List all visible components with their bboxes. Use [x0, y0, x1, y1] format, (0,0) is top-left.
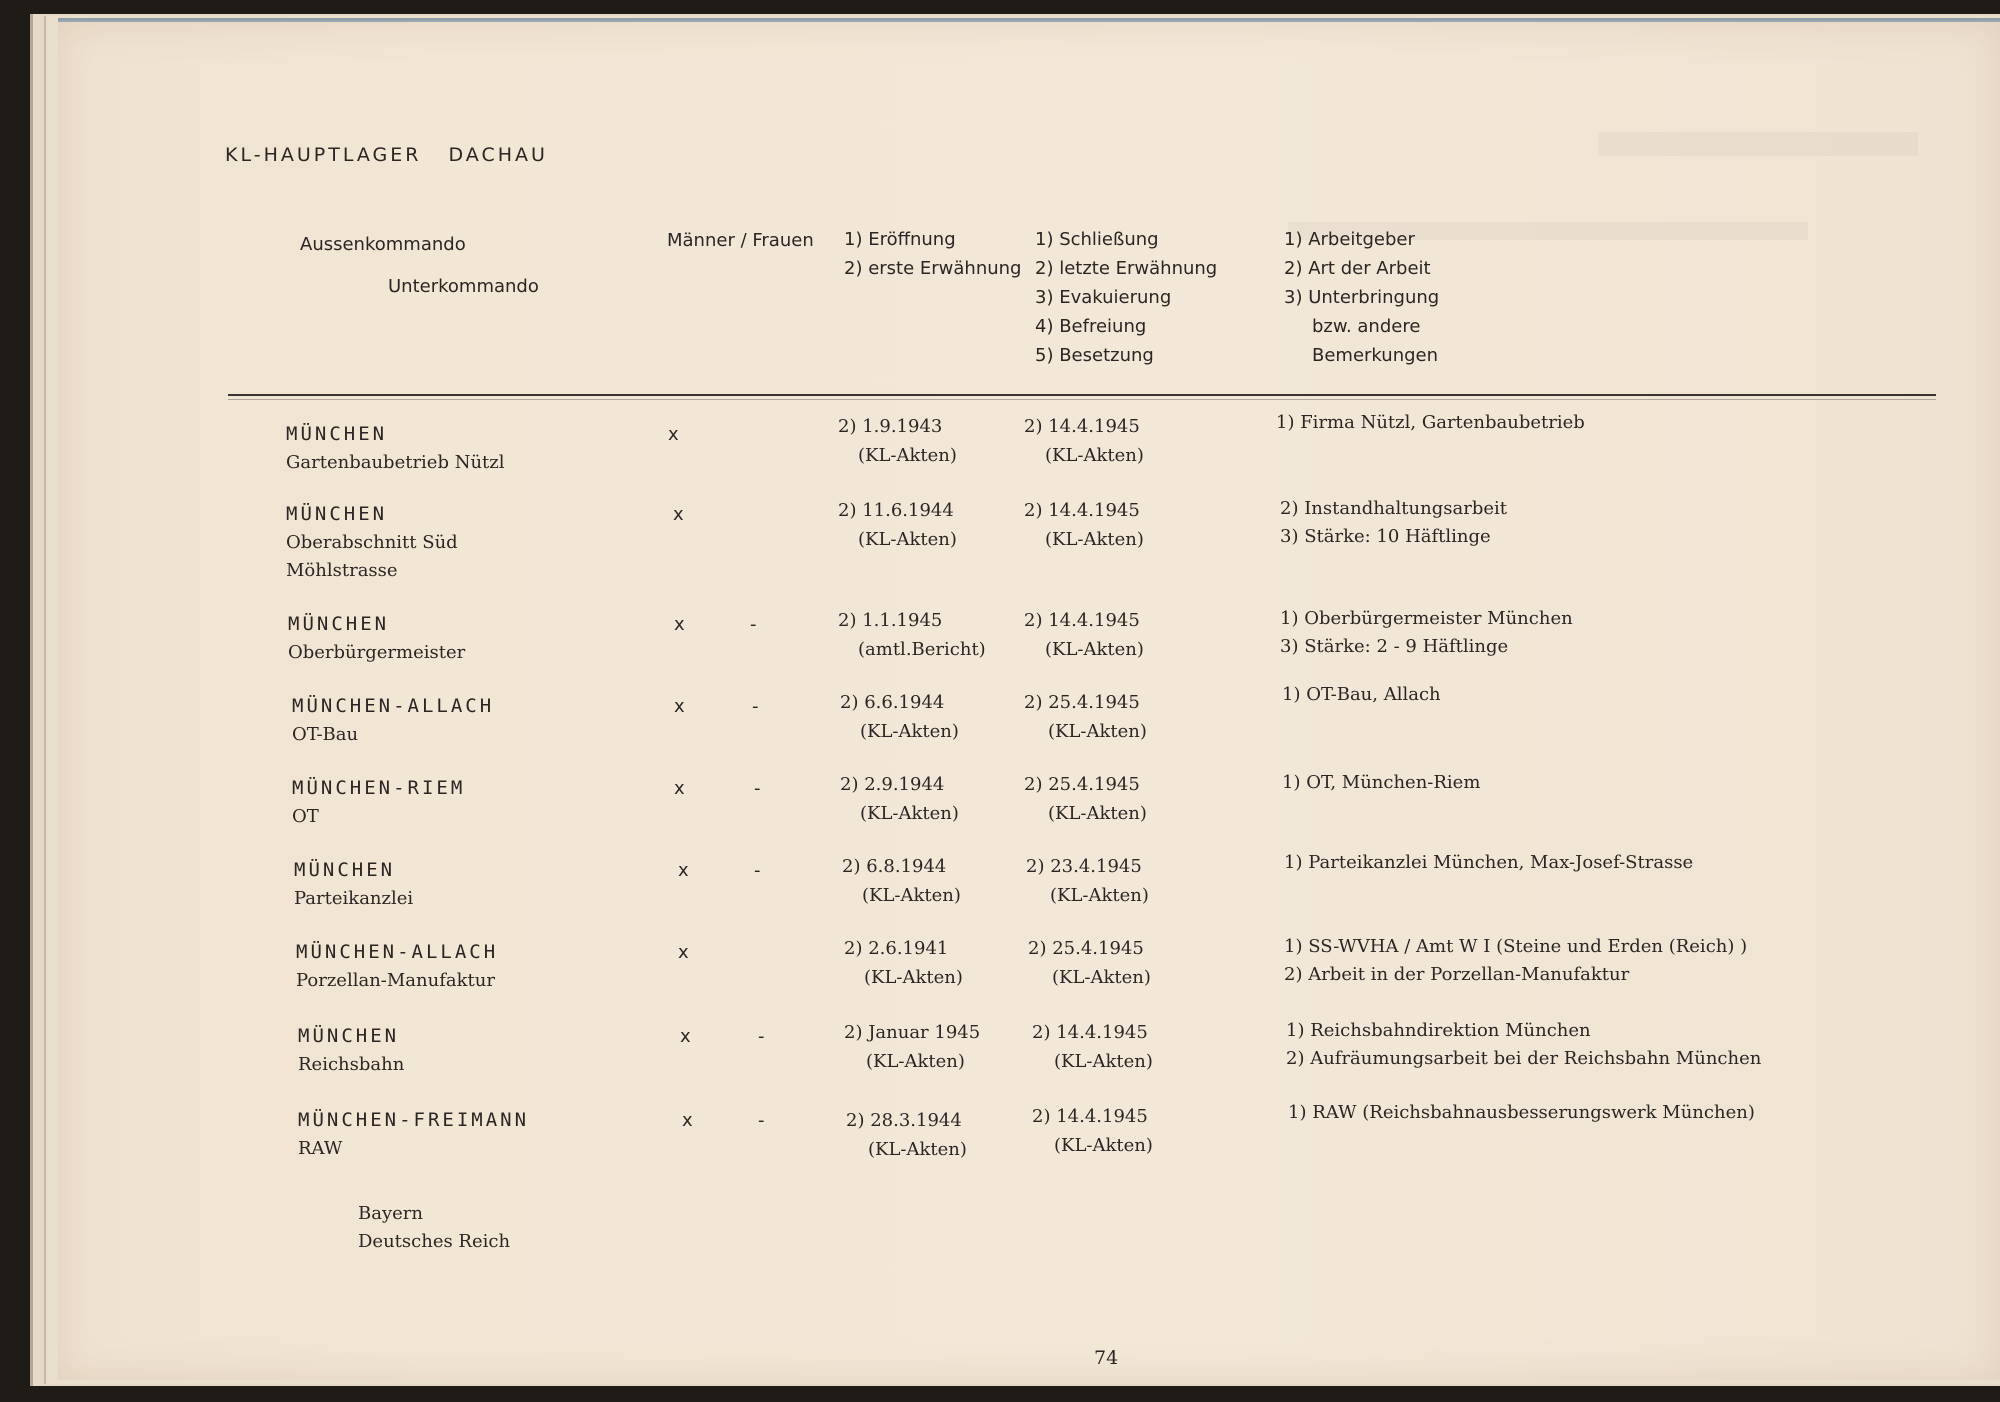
row-unit: Porzellan-Manufaktur	[296, 970, 495, 991]
row-men: x	[682, 1110, 693, 1131]
header-opening	[844, 225, 1022, 283]
row-women: -	[752, 696, 759, 717]
row-unit: Oberbürgermeister	[288, 642, 466, 663]
row-location: MÜNCHEN	[288, 613, 390, 635]
row-unit: RAW	[298, 1138, 343, 1159]
row-location: MÜNCHEN-ALLACH	[292, 695, 495, 717]
row-remark: 1) Reichsbahndirektion München	[1286, 1020, 1591, 1041]
row-opened: 2) 11.6.1944	[838, 500, 954, 521]
row-closed: 2) 14.4.1945	[1032, 1106, 1148, 1127]
row-opened: 2) 6.8.1944	[842, 856, 947, 877]
row-opened-source: (KL-Akten)	[860, 721, 959, 742]
header-opening-line: 1) Eröffnung	[844, 229, 956, 250]
row-men: x	[674, 778, 685, 799]
page-number: 74	[1094, 1347, 1119, 1369]
header-unterkommando: Unterkommando	[388, 276, 539, 297]
row-opened: 2) 6.6.1944	[840, 692, 945, 713]
table-row	[58, 610, 2000, 690]
footer-line: Deutsches Reich	[358, 1231, 511, 1252]
row-men: x	[674, 614, 685, 635]
row-closed: 2) 14.4.1945	[1032, 1022, 1148, 1043]
header-rule	[228, 394, 1936, 396]
table-row	[58, 500, 2000, 580]
header-rule-shadow	[228, 399, 1936, 400]
row-closed: 2) 14.4.1945	[1024, 416, 1140, 437]
row-closed-source: (KL-Akten)	[1052, 967, 1151, 988]
row-men: x	[673, 504, 684, 525]
row-opened-source: (KL-Akten)	[862, 885, 961, 906]
row-opened-source: (KL-Akten)	[860, 803, 959, 824]
row-men: x	[678, 860, 689, 881]
header-closing	[1035, 225, 1217, 370]
row-closed-source: (KL-Akten)	[1045, 639, 1144, 660]
table-row	[58, 774, 2000, 854]
table-row	[58, 684, 2000, 772]
table-row	[58, 1102, 2000, 1186]
row-closed-source: (KL-Akten)	[1048, 803, 1147, 824]
row-closed: 2) 25.4.1945	[1024, 692, 1140, 713]
header-remarks-line: 1) Arbeitgeber	[1284, 229, 1415, 250]
row-remark: 3) Stärke: 10 Häftlinge	[1280, 526, 1491, 547]
row-closed-source: (KL-Akten)	[1050, 885, 1149, 906]
row-opened: 2) 2.6.1941	[844, 938, 949, 959]
row-closed: 2) 25.4.1945	[1024, 774, 1140, 795]
row-men: x	[674, 696, 685, 717]
page-title	[225, 144, 548, 166]
row-remark: 1) Oberbürgermeister München	[1280, 608, 1573, 629]
row-remark: 1) OT-Bau, Allach	[1282, 684, 1441, 705]
row-remark: 1) Firma Nützl, Gartenbaubetrieb	[1276, 412, 1585, 433]
row-closed: 2) 14.4.1945	[1024, 610, 1140, 631]
header-gender: Männer / Frauen	[667, 230, 814, 251]
row-opened-source: (KL-Akten)	[866, 1051, 965, 1072]
row-remark: 3) Stärke: 2 - 9 Häftlinge	[1280, 636, 1509, 657]
row-opened: 2) 28.3.1944	[846, 1110, 962, 1131]
header-opening-line: 2) erste Erwähnung	[844, 258, 1022, 279]
row-remark: 1) SS-WVHA / Amt W I (Steine und Erden (Reich) )	[1284, 936, 1748, 957]
table-row	[58, 412, 2000, 500]
row-remark: 2) Arbeit in der Porzellan-Manufaktur	[1284, 964, 1630, 985]
header-remarks-line: 3) Unterbringung	[1284, 287, 1440, 308]
row-opened-source: (amtl.Bericht)	[858, 639, 986, 660]
row-location: MÜNCHEN-ALLACH	[296, 941, 499, 963]
row-opened: 2) 1.9.1943	[838, 416, 943, 437]
row-remark: 1) Parteikanzlei München, Max-Josef-Strasse	[1284, 852, 1694, 873]
book-page	[58, 22, 2000, 1380]
row-unit: Oberabschnitt Süd	[286, 532, 458, 553]
row-location: MÜNCHEN	[298, 1025, 400, 1047]
header-closing-line: 1) Schließung	[1035, 229, 1159, 250]
title-sub: DACHAU	[448, 144, 548, 166]
header-remarks-line: Bemerkungen	[1312, 345, 1439, 366]
row-remark: 1) RAW (Reichsbahnausbesserungswerk München)	[1288, 1102, 1755, 1123]
row-men: x	[680, 1026, 691, 1047]
row-remark: 2) Instandhaltungsarbeit	[1280, 498, 1507, 519]
row-unit: OT	[292, 806, 319, 827]
row-opened-source: (KL-Akten)	[864, 967, 963, 988]
row-closed: 2) 25.4.1945	[1028, 938, 1144, 959]
row-closed-source: (KL-Akten)	[1054, 1051, 1153, 1072]
row-opened: 2) 1.1.1945	[838, 610, 943, 631]
row-location: MÜNCHEN	[286, 503, 388, 525]
header-closing-line: 3) Evakuierung	[1035, 287, 1172, 308]
row-location: MÜNCHEN	[294, 859, 396, 881]
bleed-through-mark	[1598, 132, 1918, 156]
header-remarks-line: 2) Art der Arbeit	[1284, 258, 1431, 279]
footer-region	[358, 1200, 510, 1256]
row-closed-source: (KL-Akten)	[1045, 445, 1144, 466]
row-closed-source: (KL-Akten)	[1048, 721, 1147, 742]
row-opened: 2) 2.9.1944	[840, 774, 945, 795]
row-closed: 2) 23.4.1945	[1026, 856, 1142, 877]
header-closing-line: 4) Befreiung	[1035, 316, 1147, 337]
header-closing-line: 5) Besetzung	[1035, 345, 1154, 366]
row-men: x	[668, 424, 679, 445]
table-row	[58, 938, 2000, 1018]
table-row	[58, 852, 2000, 936]
row-remark: 2) Aufräumungsarbeit bei der Reichsbahn München	[1286, 1048, 1762, 1069]
row-women: -	[754, 778, 761, 799]
row-unit: Parteikanzlei	[294, 888, 414, 909]
row-unit: Gartenbaubetrieb Nützl	[286, 452, 505, 473]
row-closed-source: (KL-Akten)	[1054, 1135, 1153, 1156]
row-location: MÜNCHEN-FREIMANN	[298, 1109, 530, 1131]
row-location: MÜNCHEN-RIEM	[292, 777, 466, 799]
header-remarks	[1284, 225, 1439, 370]
row-remark: 1) OT, München-Riem	[1282, 772, 1481, 793]
row-unit: Reichsbahn	[298, 1054, 405, 1075]
row-unit: OT-Bau	[292, 724, 359, 745]
row-women: -	[750, 614, 757, 635]
header-aussenkommando: Aussenkommando	[300, 234, 466, 255]
row-closed: 2) 14.4.1945	[1024, 500, 1140, 521]
row-women: -	[754, 860, 761, 881]
header-remarks-line: bzw. andere	[1312, 316, 1421, 337]
row-location: MÜNCHEN	[286, 423, 388, 445]
row-closed-source: (KL-Akten)	[1045, 529, 1144, 550]
header-closing-line: 2) letzte Erwähnung	[1035, 258, 1218, 279]
table-row	[58, 1022, 2000, 1102]
row-opened-source: (KL-Akten)	[858, 445, 957, 466]
row-women: -	[758, 1026, 765, 1047]
row-unit: Möhlstrasse	[286, 560, 398, 581]
row-opened: 2) Januar 1945	[844, 1022, 981, 1043]
row-opened-source: (KL-Akten)	[858, 529, 957, 550]
row-men: x	[678, 942, 689, 963]
row-women: -	[758, 1110, 765, 1131]
row-opened-source: (KL-Akten)	[868, 1139, 967, 1160]
footer-line: Bayern	[358, 1203, 423, 1224]
title-main: KL-HAUPTLAGER	[225, 144, 422, 166]
